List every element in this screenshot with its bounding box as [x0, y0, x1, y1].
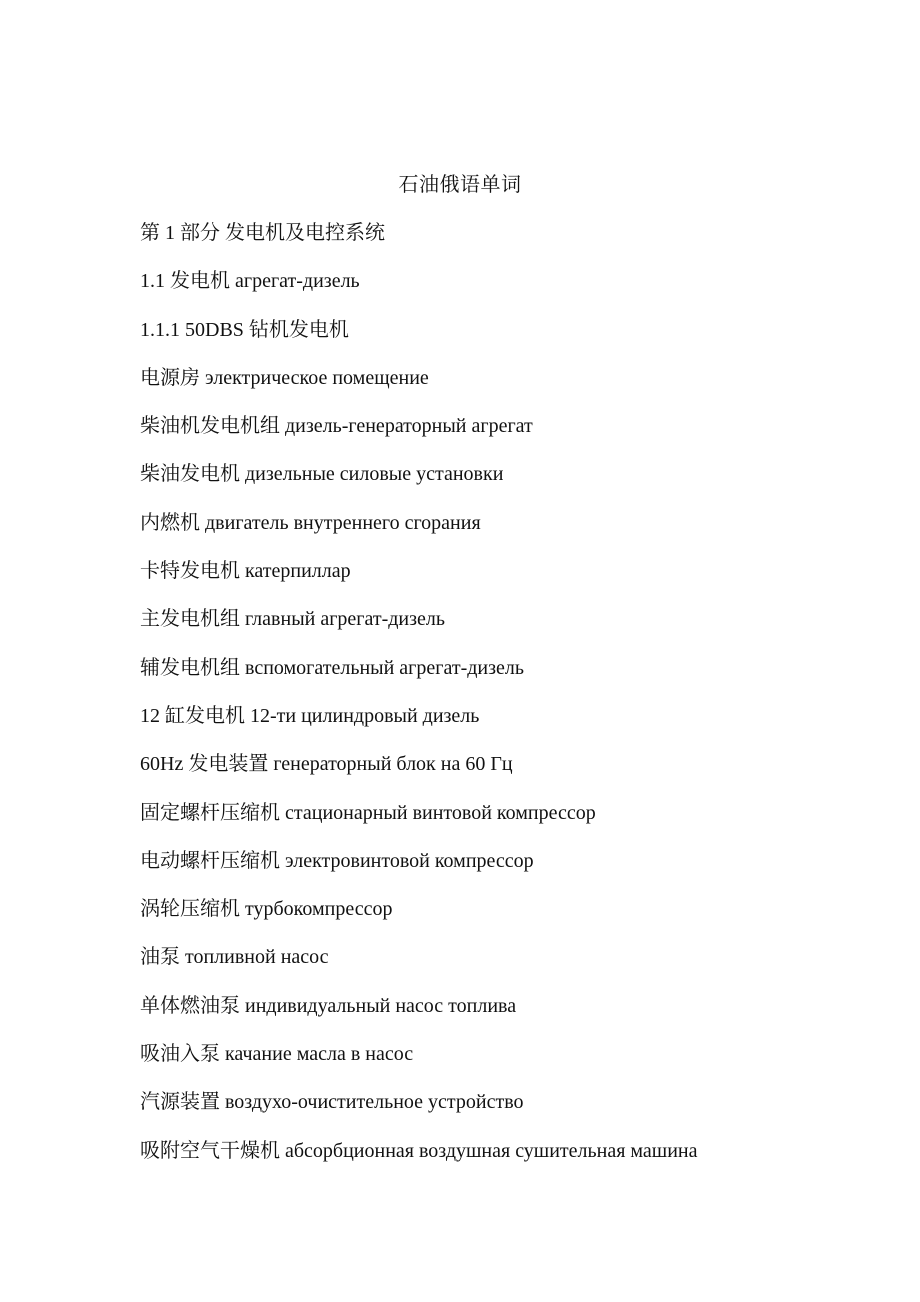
vocabulary-entry: 柴油发电机 дизельные силовые установки [140, 463, 504, 486]
vocabulary-entry: 油泵 топливной насос [140, 946, 329, 969]
vocabulary-entry: 涡轮压缩机 турбокомпрессор [140, 898, 393, 921]
vocabulary-entry: 汽源装置 воздухо-очистительное устройство [140, 1091, 524, 1114]
vocabulary-entry: 电源房 электрическое помещение [140, 366, 429, 389]
vocabulary-entry: 固定螺杆压缩机 стационарный винтовой компрессор [140, 801, 596, 824]
vocabulary-entry: 主发电机组 главный агрегат-дизель [140, 608, 446, 631]
subsubsection-heading: 1.1.1 50DBS 钻机发电机 [140, 318, 349, 341]
vocabulary-entry: 60Hz 发电装置 генераторный блок на 60 Гц [140, 753, 513, 776]
vocabulary-entry: 12 缸发电机 12-ти цилиндровый дизель [140, 704, 480, 727]
vocabulary-entry: 卡特发电机 катерпиллар [140, 560, 351, 583]
vocabulary-entry: 内燃机 двигатель внутреннего сгорания [140, 511, 481, 534]
document-title: 石油俄语单词 [398, 174, 522, 196]
vocabulary-entry: 柴油机发电机组 дизель-генераторный агрегат [140, 415, 533, 438]
subsection-heading: 1.1 发电机 агрегат-дизель [140, 270, 360, 293]
vocabulary-entry: 吸油入泵 качание масла в насос [140, 1043, 414, 1066]
vocabulary-list [140, 218, 880, 1184]
vocabulary-entry: 电动螺杆压缩机 электровинтовой компрессор [140, 849, 534, 872]
section-heading: 第 1 部分 发电机及电控系统 [140, 222, 385, 244]
vocabulary-entry: 单体燃油泵 индивидуальный насос топлива [140, 994, 517, 1017]
vocabulary-entry: 辅发电机组 вспомогательный агрегат-дизель [140, 656, 524, 679]
vocabulary-entry: 吸附空气干燥机 абсорбционная воздушная сушительная машина [140, 1139, 698, 1162]
